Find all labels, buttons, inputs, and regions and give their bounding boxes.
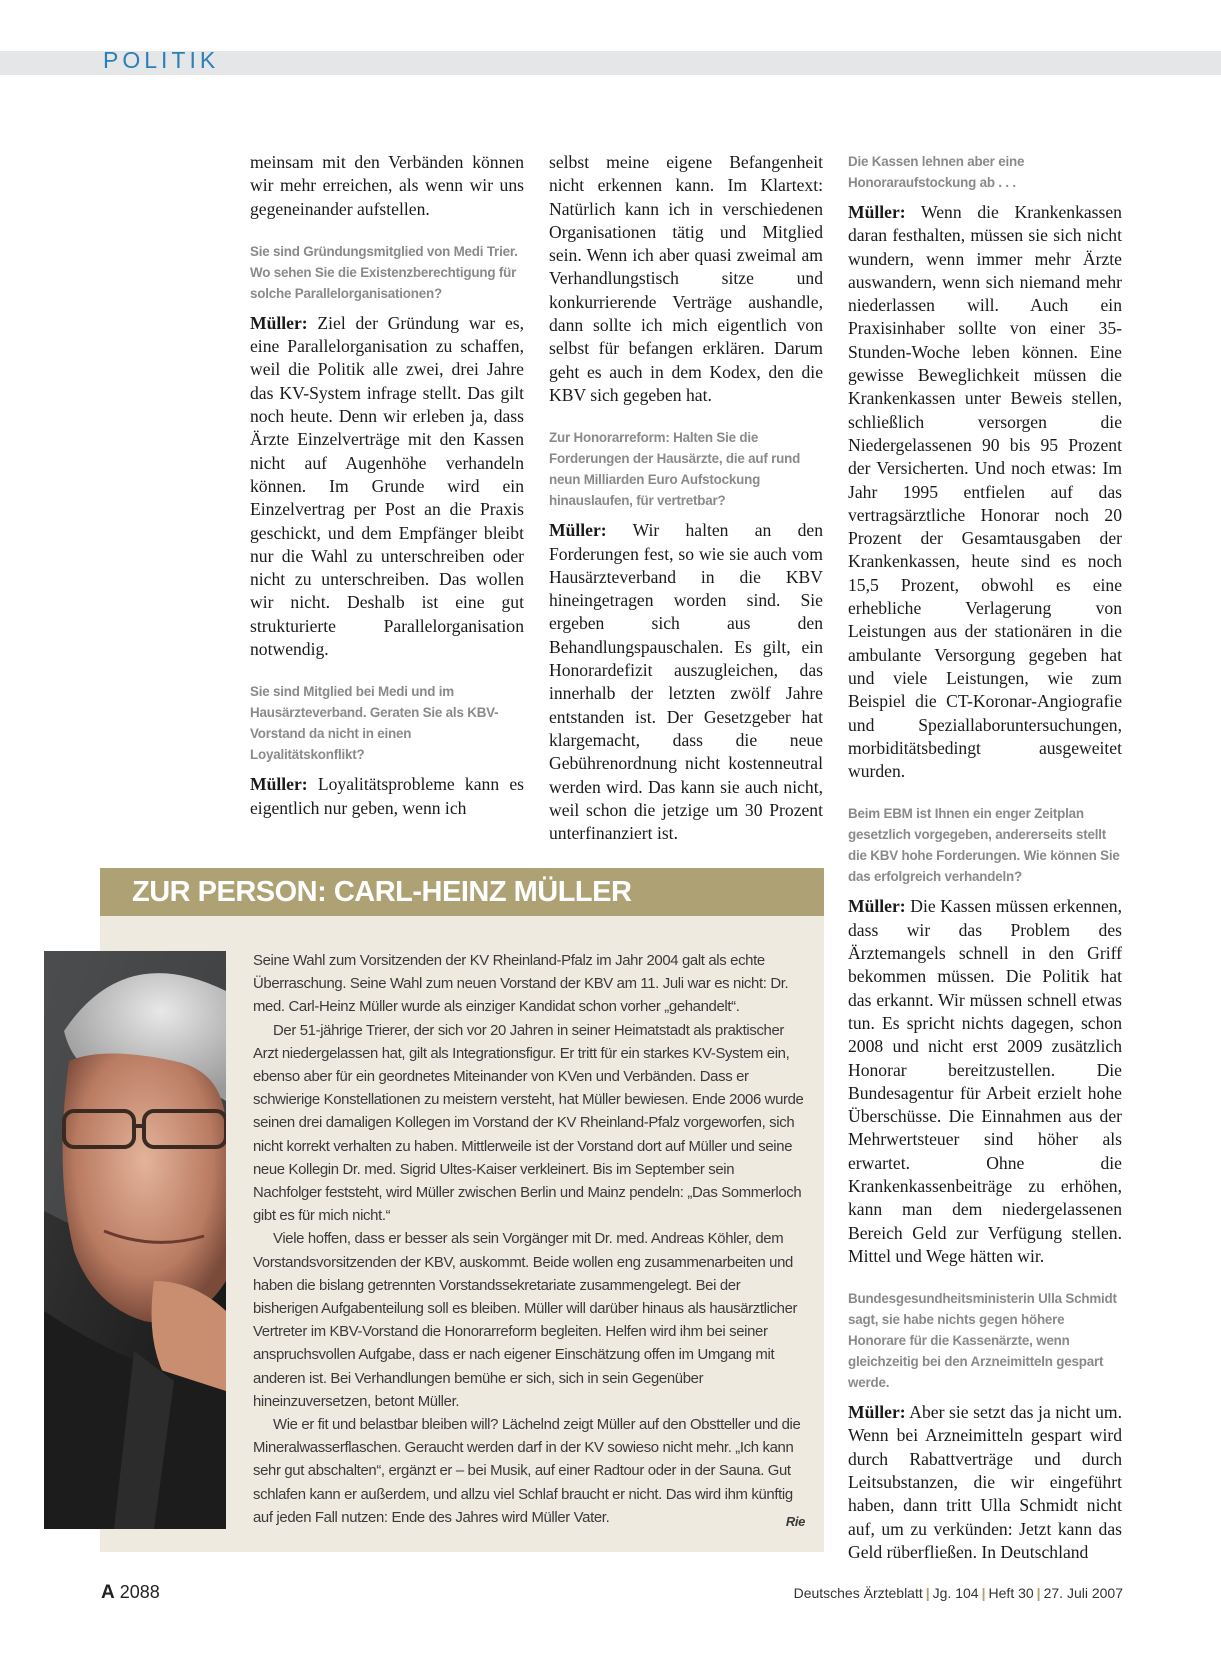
journal-date: 27. Juli 2007 xyxy=(1043,1585,1123,1601)
profile-paragraph: Der 51-jährige Trierer, der sich vor 20 Jahren in seiner Heimatstadt als praktischer Arzt niedergelassen hat, gilt als Integrationsfigur. Er tritt für ein starkes KV-System ein, ebenso aber für ein geordnetes Miteinander von KVen und Verbänden. Dass er schwierige Konstellationen zu meistern versteht, hat Müller bewiesen. Ende 2006 wurde seinen drei damaligen Kollegen im Vorstand der KV Rheinland-Pfalz vorgeworfen, sich nicht korrekt verhalten zu haben. Mittlerweile ist der Vorstand dort auf Müller und seine neue Kollegin Dr. med. Sigrid Ultes-Kaiser verkleinert. Bis im September sein Nachfolger feststeht, wird Müller zwischen Berlin und Mainz pendeln: „Das Sommerloch gibt es für mich nicht.“ xyxy=(253,1022,804,1225)
interview-answer xyxy=(250,773,524,820)
speaker-label: Müller: xyxy=(549,520,607,541)
interview-question: Sie sind Gründungsmitglied von Medi Trier. Wo sehen Sie die Existenzberechtigung für solche Parallelorganisationen? xyxy=(250,243,518,301)
speaker-label: Müller: xyxy=(848,202,906,222)
section-label: POLITIK xyxy=(103,47,220,73)
answer-text: Die Kassen müssen erkennen, dass wir das Problem des Ärztemangels schnell in den Griff bekommen müssen. Die Politik hat das erkannt. Wir müssen schnell etwas tun. Es spricht nichts dagegen, schon 2008 und nicht erst 2009 zusätzlich Honorar bereitzustellen. Die Bundesagentur für Arbeit erzielt hohe Überschüsse. Die Einnahmen aus der Mehrwertsteuer sind höher als erwartet. Ohne die Krankenkassenbeiträge zu erhöhen, kann man dem niedergelassenen Bereich Geld zur Verfügung stellen. Mittel und Wege hätten wir. xyxy=(848,896,1122,1266)
portrait-image xyxy=(44,951,226,1529)
answer-text: Wir halten an den Forderungen fest, so wie sie auch vom Hausärzteverband in die KBV hineingetragen worden sind. Sie ergeben sich aus den Behandlungspauschalen. Es gilt, ein Honorardefizit auszugleichen, das innerhalb der letzten zwölf Jahre entstanden ist. Der Gesetzgeber hat klargemacht, dass die neue Gebührenordnung nicht kostenneutral werden wird. Das kann sie auch nicht, weil schon die jetzige um 30 Prozent unterfinanziert ist. xyxy=(549,520,823,844)
paragraph: meinsam mit den Verbänden können wir mehr erreichen, als wenn wir uns gegeneinander aufstellen. xyxy=(250,152,524,219)
answer-text: Wenn die Krankenkassen daran festhalten, müssen sie sich nicht wundern, wenn immer mehr Ärzte auswandern, wenn sich niemand mehr niederlassen will. Auch ein Praxisinhaber sollte von einer 35-Stunden-Woche leben können. Eine gewisse Beweglichkeit müssen die Krankenkassen unter Beweis stellen, schließlich versorgen die Niedergelassenen 90 bis 95 Prozent der Versicherten. Und noch etwas: Im Jahr 1995 entfielen auf das vertragsärztliche Honorar noch 20 Prozent der Gesamtausgaben der Krankenkassen, heute sind es noch 15,5 Prozent, obwohl es eine erhebliche Verlagerung von Leistungen aus der stationären in die ambulante Versorgung gegeben hat und viele Leistungen, wie zum Beispiel die CT-Koronar-Angiografie und Speziallaboruntersuchungen, morbiditätsbedingt ausgeweitet wurden. xyxy=(848,202,1122,782)
page-number xyxy=(101,1582,160,1604)
interview-answer xyxy=(549,519,823,845)
speaker-label: Müller: xyxy=(848,896,906,917)
text-column-2 xyxy=(549,151,823,845)
interview-question: Sie sind Mitglied bei Medi und im Hausärzteverband. Geraten Sie als KBV-Vorstand da nicht in einen Loyalitätskonflikt? xyxy=(250,684,499,763)
profile-paragraph: Viele hoffen, dass er besser als sein Vorgänger mit Dr. med. Andreas Köhler, dem Vorstandsvorsitzenden der KBV, auskommt. Beide wollen eng zusammenarbeiten und haben die bislang getrennten Vorstandssekretariate zusammengelegt. Bei der bisherigen Aufgabenteilung soll es bleiben. Müller will darüber hinaus als hausärztlicher Vertreter im KBV-Vorstand die Honorarreform begleiten. Helfen wird ihm bei seiner anspruchsvollen Aufgabe, dass er nach eigener Einschätzung offen im Umgang mit anderen ist. Bei Verhandlungen bemühe er sich, sich in sein Gegenüber hineinzuversetzen, betont Müller. xyxy=(253,1231,798,1410)
author-initials: Rie xyxy=(785,1513,805,1529)
speaker-label: Müller: xyxy=(250,774,308,795)
interview-question: Bundesgesundheitsministerin Ulla Schmidt sagt, sie habe nichts gegen höhere Honorare für die Kassenärzte, wenn gleichzeitig bei den Arzneimitteln gespart werde. xyxy=(848,1291,1117,1391)
interview-answer xyxy=(250,312,524,661)
journal-name: Deutsches Ärzteblatt xyxy=(793,1585,923,1601)
portrait-photo xyxy=(44,951,226,1529)
profile-box-title: ZUR PERSON: CARL-HEINZ MÜLLER xyxy=(132,876,632,908)
profile-box-text xyxy=(253,950,805,1533)
profile-paragraph: Seine Wahl zum Vorsitzenden der KV Rheinland-Pfalz im Jahr 2004 galt als echte Überraschung. Seine Wahl zum neuen Vorstand der KBV am 11. Juli war es nicht: Dr. med. Carl-Heinz Müller wurde als einziger Kandidat schon vorher „gehandelt“. xyxy=(253,953,789,1016)
speaker-label: Müller: xyxy=(250,312,308,333)
profile-paragraph-text: Wie er fit und belastbar bleiben will? Lächelnd zeigt Müller auf den Obstteller und die Mineralwasserflaschen. Geraucht werden darf in der KV sowieso nicht mehr. „Ich kann sehr gut abschalten“, ergänzt er – bei Musik, auf einer Radtour oder in der Sauna. Gut schlafen kann er außerdem, und allzu viel Schlaf braucht er nicht. Das wird ihm künftig auf jeden Fall nutzen: Ende des Jahres wird Müller Vater. xyxy=(253,1417,801,1526)
interview-question: Beim EBM ist Ihnen ein enger Zeitplan gesetzlich vorgegeben, andererseits stellt die KBV hohe Forderungen. Wie können Sie das erfolgreich verhandeln? xyxy=(848,806,1120,885)
speaker-label: Müller: xyxy=(848,1402,906,1423)
text-column-3 xyxy=(848,151,1122,1564)
profile-paragraph xyxy=(253,1414,805,1530)
answer-text: Loyalitätsprobleme kann es eigentlich nur geben, wenn ich xyxy=(250,774,524,818)
answer-text: Ziel der Gründung war es, eine Parallelorganisation zu schaffen, weil die Politik alle zwei, drei Jahre das KV-System infrage stellt. Das gilt noch heute. Denn wir erleben ja, dass Ärzte Einzelverträge mit den Kassen nicht auf Augenhöhe verhandeln können. Im Grunde wird ein Einzelvertrag per Post an die Praxis geschickt, und dem Empfänger bleibt nur die Wahl zu unterschreiben oder nicht zu unterschreiben. Das wollen wir nicht. Deshalb ist eine gut strukturierte Parallelorganisation notwendig. xyxy=(250,312,524,660)
interview-answer xyxy=(848,201,1122,783)
text-column-1 xyxy=(250,151,524,820)
page-prefix: A xyxy=(101,1582,115,1603)
interview-question: Die Kassen lehnen aber eine Honoraraufstockung ab . . . xyxy=(848,154,1025,190)
answer-text: Aber sie setzt das ja nicht um. Wenn bei Arzneimitteln gespart wird durch Rabattverträge und durch Leitsubstanzen, die wir eingeführt haben, dann tritt Ulla Schmidt nicht auf, um zu verkünden: Jetzt kann das Geld rüberfließen. In Deutschland xyxy=(848,1402,1122,1562)
interview-answer xyxy=(848,895,1122,1268)
page-number-value: 2088 xyxy=(119,1582,160,1602)
separator: | xyxy=(981,1585,986,1601)
journal-info xyxy=(794,1585,1123,1601)
paragraph: selbst meine eigene Befangenheit nicht erkennen kann. Im Klartext: Natürlich kann ich in verschiedenen Organisationen tätig und Mitglied sein. Wenn ich aber quasi zweimal am Verhandlungstisch sitze und konkurrierende Verträge aushandle, dann sollte ich mich eigentlich von selbst für befangen erklären. Darum geht es auch in dem Kodex, den die KBV sich gegeben hat. xyxy=(549,152,823,405)
separator: | xyxy=(925,1585,930,1601)
journal-volume: Jg. 104 xyxy=(932,1585,979,1601)
interview-question: Zur Honorarreform: Halten Sie die Forderungen der Hausärzte, die auf rund neun Milliarden Euro Aufstockung hinauslaufen, für vertretbar? xyxy=(549,430,801,509)
profile-box-title-bar xyxy=(100,868,824,916)
interview-answer xyxy=(848,1401,1122,1564)
separator: | xyxy=(1036,1585,1041,1601)
journal-issue: Heft 30 xyxy=(988,1585,1034,1601)
